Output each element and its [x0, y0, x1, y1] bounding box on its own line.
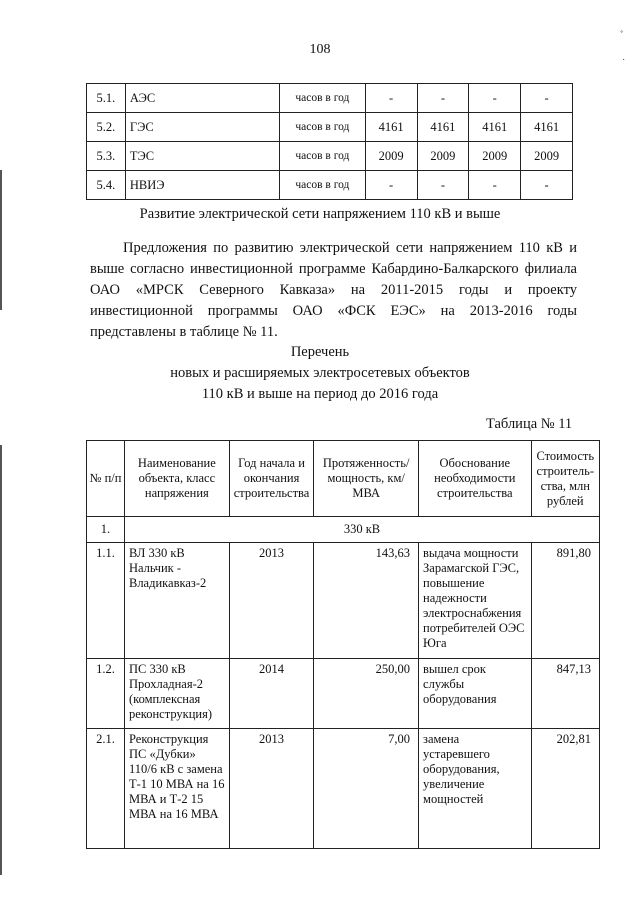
- row-value: -: [417, 84, 469, 113]
- row-value: -: [521, 84, 573, 113]
- row-name: АЭС: [125, 84, 279, 113]
- header-num: № п/п: [87, 441, 125, 517]
- row-name: ГЭС: [125, 113, 279, 142]
- row-number: 5.3.: [87, 142, 126, 171]
- row-value: 4161: [417, 113, 469, 142]
- row-name: ТЭС: [125, 142, 279, 171]
- body-paragraph: [90, 238, 577, 343]
- table-row: [87, 142, 573, 171]
- table-caption: Таблица № 11: [486, 416, 573, 432]
- row-number: 1.2.: [87, 659, 125, 729]
- objects-table: [86, 440, 600, 849]
- header-cost: Стоимость строитель-ства, млн рублей: [531, 441, 599, 517]
- row-value: -: [365, 84, 417, 113]
- top-table: [86, 83, 573, 200]
- row-length: 143,63: [314, 543, 419, 659]
- scan-mark: ˙: [622, 58, 626, 69]
- row-year: 2013: [229, 543, 314, 659]
- left-margin-mark: [0, 170, 2, 310]
- row-value: -: [417, 171, 469, 200]
- list-title-line: 110 кВ и выше на период до 2016 года: [201, 386, 439, 402]
- list-title-line: Перечень: [290, 344, 350, 360]
- list-title-line: новых и расширяемых электросетевых объектов: [170, 365, 470, 381]
- row-number: 2.1.: [87, 729, 125, 849]
- scan-mark: ˚: [620, 30, 624, 41]
- row-value: -: [469, 171, 521, 200]
- row-unit: часов в год: [280, 142, 366, 171]
- row-value: -: [469, 84, 521, 113]
- row-value: 2009: [469, 142, 521, 171]
- table-row: [87, 729, 600, 849]
- group-label: 330 кВ: [124, 517, 599, 543]
- row-number: 5.1.: [87, 84, 126, 113]
- row-value: 2009: [521, 142, 573, 171]
- row-year: 2013: [229, 729, 314, 849]
- row-length: 7,00: [314, 729, 419, 849]
- row-value: 4161: [469, 113, 521, 142]
- row-name: НВИЭ: [125, 171, 279, 200]
- table-row: [87, 543, 600, 659]
- row-object-name: ПС 330 кВ Прохладная-2 (комплексная реконструкция): [124, 659, 229, 729]
- table-header-row: [87, 441, 600, 517]
- row-value: -: [521, 171, 573, 200]
- row-length: 250,00: [314, 659, 419, 729]
- row-value: 2009: [417, 142, 469, 171]
- row-cost: 891,80: [531, 543, 599, 659]
- group-number: 1.: [87, 517, 125, 543]
- header-length: Протяженность/ мощность, км/МВА: [314, 441, 419, 517]
- list-title: [0, 342, 640, 405]
- paragraph-text: Предложения по развитию электрической сети напряжением 110 кВ и выше согласно инвестиционной программе Кабардино-Балкарского филиала ОАО «МРСК Северного Кавказа» на 2011-2015 годы и проекту инвестиционной программы ОАО «ФСК ЕЭС» на 2013-2016 годы представлены в таблице № 11.: [90, 240, 577, 340]
- row-object-name: Реконструкция ПС «Дубки» 110/6 кВ с замена Т-1 10 МВА на 16 МВА и Т-2 15 МВА на 16 МВА: [124, 729, 229, 849]
- row-value: 4161: [521, 113, 573, 142]
- row-unit: часов в год: [280, 171, 366, 200]
- table-row: [87, 659, 600, 729]
- table-group-row: [87, 517, 600, 543]
- header-name: Наименование объекта, класс напряжения: [124, 441, 229, 517]
- page-number: 108: [309, 42, 331, 57]
- left-margin-mark: [0, 445, 2, 875]
- row-cost: 847,13: [531, 659, 599, 729]
- row-number: 1.1.: [87, 543, 125, 659]
- row-unit: часов в год: [280, 113, 366, 142]
- section-heading: Развитие электрической сети напряжением 110 кВ и выше: [139, 206, 501, 222]
- row-number: 5.2.: [87, 113, 126, 142]
- table-row: [87, 171, 573, 200]
- table-row: [87, 113, 573, 142]
- row-value: 4161: [365, 113, 417, 142]
- row-value: -: [365, 171, 417, 200]
- header-reason: Обоснование необходимости строительства: [419, 441, 531, 517]
- row-unit: часов в год: [280, 84, 366, 113]
- row-reason: замена устаревшего оборудования, увеличение мощностей: [419, 729, 531, 849]
- row-cost: 202,81: [531, 729, 599, 849]
- row-reason: выдача мощности Зарамагской ГЭС, повышение надежности электроснабжения потребителей ОЭС Юга: [419, 543, 531, 659]
- row-reason: вышел срок службы оборудования: [419, 659, 531, 729]
- header-year: Год начала и окончания строительства: [229, 441, 314, 517]
- row-year: 2014: [229, 659, 314, 729]
- row-number: 5.4.: [87, 171, 126, 200]
- row-object-name: ВЛ 330 кВ Нальчик - Владикавказ-2: [124, 543, 229, 659]
- row-value: 2009: [365, 142, 417, 171]
- table-row: [87, 84, 573, 113]
